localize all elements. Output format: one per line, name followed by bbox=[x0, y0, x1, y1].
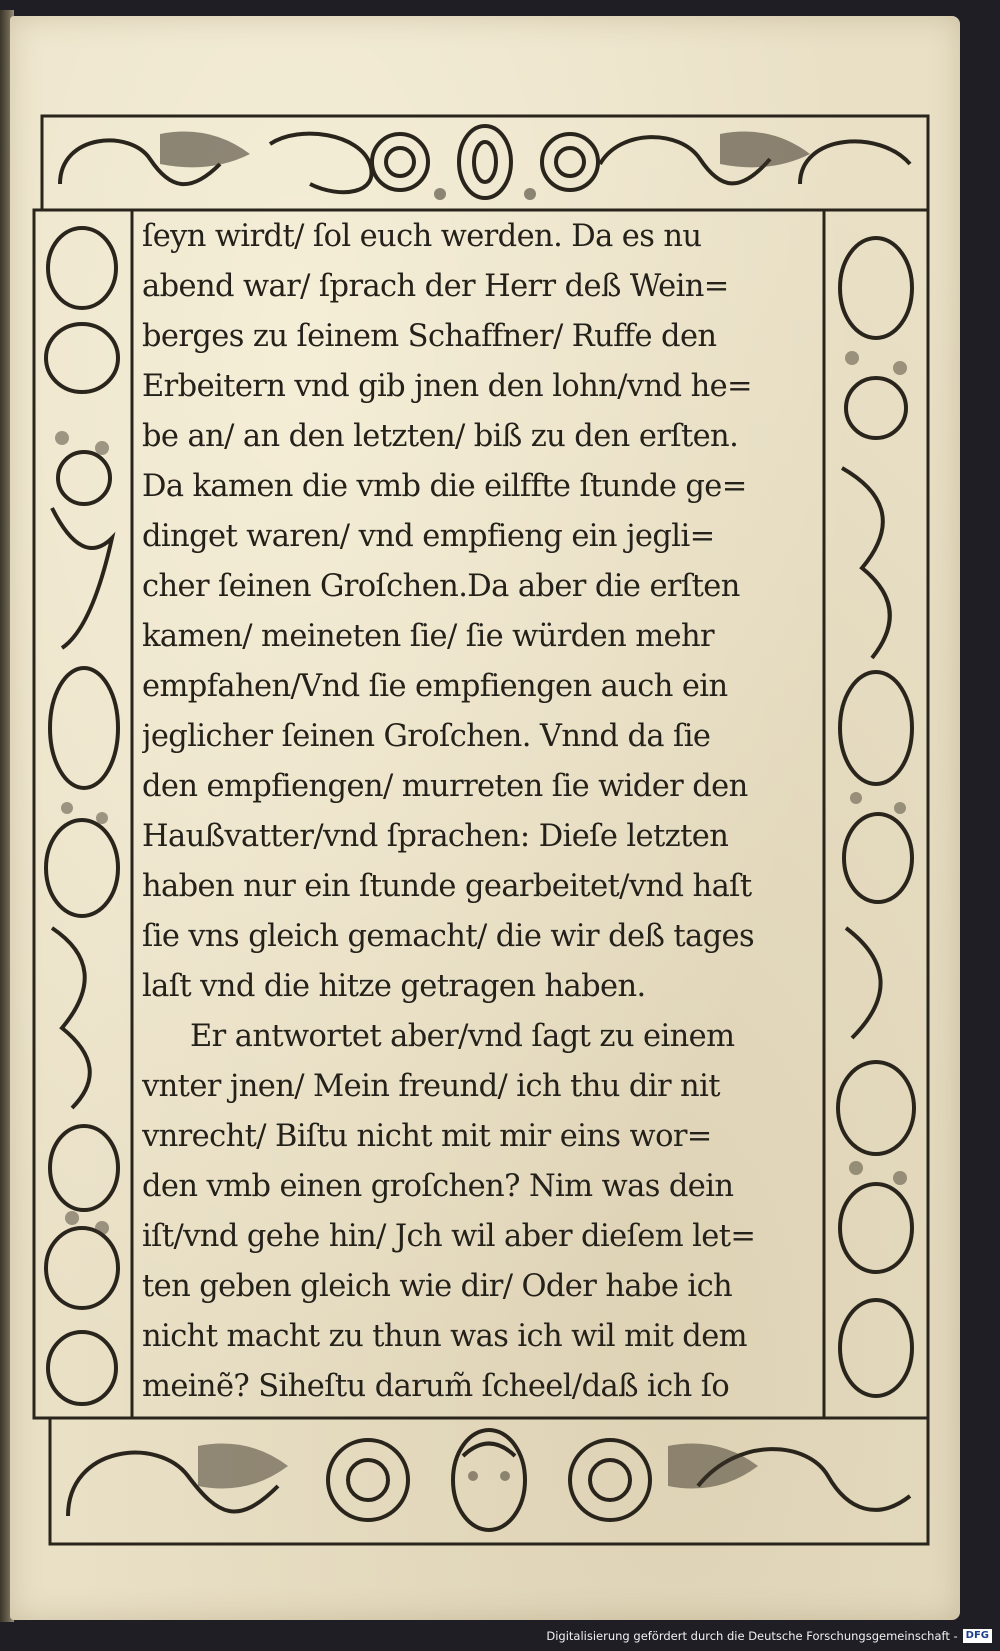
main-text-block bbox=[142, 212, 822, 1412]
border-ornament-bottom bbox=[48, 1416, 930, 1546]
text-line: dinget waren/ vnd empfieng ein jegli= bbox=[142, 519, 715, 554]
text-line: nicht macht zu thun was ich wil mit dem bbox=[142, 1319, 747, 1354]
text-line: den empfiengen/ murreten ſie wider den bbox=[142, 769, 748, 804]
paragraph-start-line: Er antwortet aber/vnd ſagt zu einem bbox=[190, 1019, 735, 1054]
text-line: haben nur ein ſtunde gearbeitet/vnd haſt bbox=[142, 869, 752, 904]
text-line: vnter jnen/ Mein freund/ ich thu dir nit bbox=[142, 1069, 720, 1104]
text-line: meinẽ? Siheſtu darum̃ ſcheel/daß ich ſo bbox=[142, 1369, 730, 1404]
border-ornament-left bbox=[32, 208, 134, 1420]
border-ornament-top bbox=[40, 114, 930, 212]
credit-text: Digitalisierung gefördert durch die Deutsche Forschungsgemeinschaft - bbox=[546, 1629, 958, 1643]
text-line: kamen/ meineten ſie/ ſie würden mehr bbox=[142, 619, 715, 654]
text-line: Erbeitern vnd gib jnen den lohn/vnd he= bbox=[142, 369, 753, 404]
text-line: iſt/vnd gehe hin/ Jch wil aber dieſem let= bbox=[142, 1219, 756, 1254]
text-line: ſeyn wirdt/ ſol euch werden. Da es nu bbox=[142, 219, 702, 254]
text-line: jeglicher ſeinen Groſchen. Vnnd da ſie bbox=[142, 719, 711, 754]
text-line: berges zu ſeinem Schaffner/ Ruffe den bbox=[142, 319, 717, 354]
text-line: den vmb einen groſchen? Nim was dein bbox=[142, 1169, 734, 1204]
text-line: cher ſeinen Groſchen.Da aber die erſten bbox=[142, 569, 740, 604]
text-line: laſt vnd die hitze getragen haben. bbox=[142, 969, 646, 1004]
digitization-credit bbox=[546, 1625, 992, 1647]
text-line: Da kamen die vmb die eilffte ſtunde ge= bbox=[142, 469, 747, 504]
dfg-logo-icon: DFG bbox=[963, 1629, 992, 1643]
text-line: empfahen/Vnd ſie empfiengen auch ein bbox=[142, 669, 728, 704]
text-line: be an/ an den letzten/ biß zu den erſten. bbox=[142, 419, 739, 454]
text-line: ſie vns gleich gemacht/ die wir deß tages bbox=[142, 919, 755, 954]
text-line: vnrecht/ Biſtu nicht mit mir eins wor= bbox=[142, 1119, 712, 1154]
book-page bbox=[10, 16, 960, 1620]
border-ornament-right bbox=[822, 208, 930, 1420]
text-line: Haußvatter/vnd ſprachen: Dieſe letzten bbox=[142, 819, 729, 854]
text-line: abend war/ ſprach der Herr deß Wein= bbox=[142, 269, 729, 304]
text-line: ten geben gleich wie dir/ Oder habe ich bbox=[142, 1269, 733, 1304]
